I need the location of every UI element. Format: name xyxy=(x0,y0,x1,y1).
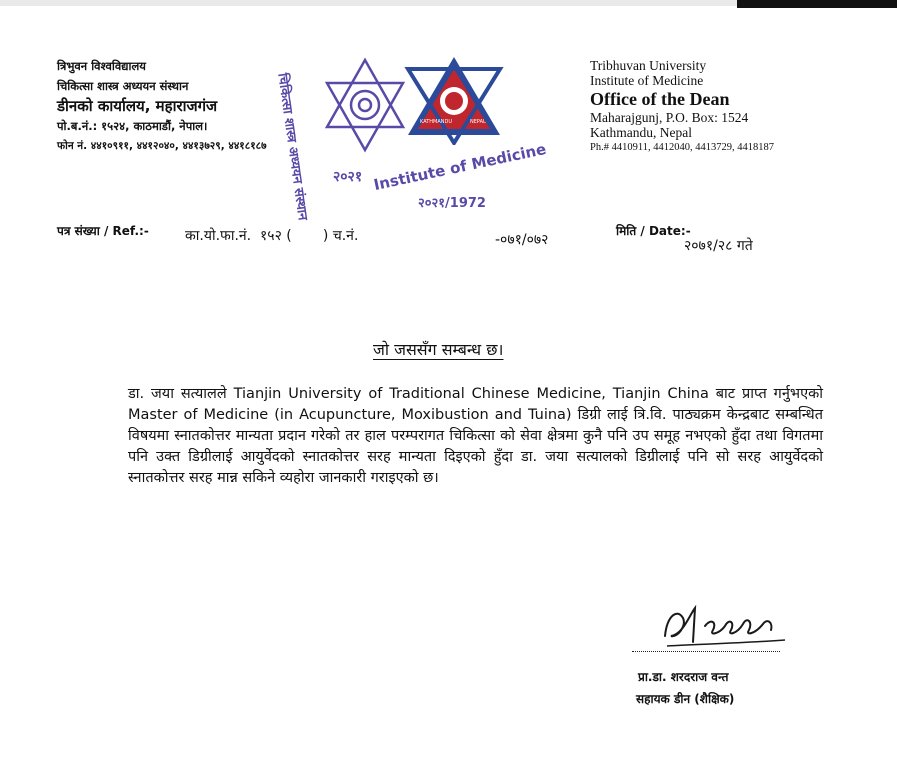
institute-name-en: Institute of Medicine xyxy=(590,73,704,88)
ref-year: -०७१/०७२ xyxy=(495,232,549,248)
phone-np: फोन नं. ४४१०९११, ४४१२०४०, ४४१३७२९, ४४१८१८७ xyxy=(57,140,267,152)
university-name-en: Tribhuvan University xyxy=(590,58,707,73)
page-top-right-edge xyxy=(737,0,897,8)
ref-number: का.यो.फा.नं. १५२ ( ) च.नं. xyxy=(185,228,359,244)
university-name-np: त्रिभुवन विश्वविद्यालय xyxy=(57,59,146,73)
stamp-text-np: चिकित्सा शास्त्र अध्ययन संस्थान xyxy=(274,72,310,222)
address-en: Maharajgunj, P.O. Box: 1524 xyxy=(590,110,749,125)
phone-en: Ph.# 4410911, 4412040, 4413729, 4418187 xyxy=(590,142,774,153)
body-paragraph: डा. जया सत्यालले Tianjin University of Traditional Chinese Medicine, Tianjin China बाट प्राप्त गर्नुभएको Master of Medicine (in Acupuncture, Moxibustion and Tuina) डिग्री लाई त्रि.वि. पाठ्यक्रम केन्द्रबाट सम्बन्धित विषयमा स्नातकोत्तर मान्यता प्रदान गरेको तर हाल परम्परागत चिकित्सा को सेवा क्षेत्रमा कुनै पनि उप समूह नभएको हुँदा तथा विगतमा पनि उक्त डिग्रीलाई आयुर्वेदको स्नातकोत्तर सरह मान्यता दिइएको हुँदा डा. जया सत्यालको डिग्रीलाई पनि सो सरह आयुर्वेदको स्नातकोत्तर सरह मान्न सकिने व्यहोरा जानकारी गराइएको छ। xyxy=(128,386,823,486)
tu-logo-text-left: KATHMANDU xyxy=(420,119,453,125)
letter-body xyxy=(128,384,823,489)
tu-logo xyxy=(404,55,504,149)
date-value: २०७१/२८ गते xyxy=(684,238,753,254)
tu-logo-text-right: NEPAL xyxy=(470,119,486,125)
city-en: Kathmandu, Nepal xyxy=(590,125,692,140)
subject-line: जो जससँग सम्बन्ध छ। xyxy=(373,340,504,359)
signer-title: सहायक डीन (शैक्षिक) xyxy=(636,692,735,706)
stamp-text-en: Institute of Medicine xyxy=(372,139,548,195)
stamp-year: २०२१ xyxy=(333,169,363,185)
signer-name: प्रा.डा. शरदराज वन्त xyxy=(638,670,729,684)
handwritten-signature xyxy=(655,596,795,658)
office-name-en: Office of the Dean xyxy=(590,89,730,109)
date-label: मिति / Date:- xyxy=(616,224,691,238)
office-name-np: डीनको कार्यालय, महाराजगंज xyxy=(57,97,218,115)
institute-name-np: चिकित्सा शास्त्र अध्ययन संस्थान xyxy=(57,79,189,93)
ref-label: पत्र संख्या / Ref.:- xyxy=(57,224,149,238)
stamp-year-combined: २०२१/1972 xyxy=(418,196,486,211)
pobox-np: पो.ब.नं.: १५२४, काठमाडौं, नेपाल। xyxy=(57,119,208,133)
stamp-arc-left xyxy=(272,71,319,228)
signature-line xyxy=(632,651,780,652)
header-english xyxy=(590,58,774,155)
header-nepali xyxy=(57,56,267,156)
